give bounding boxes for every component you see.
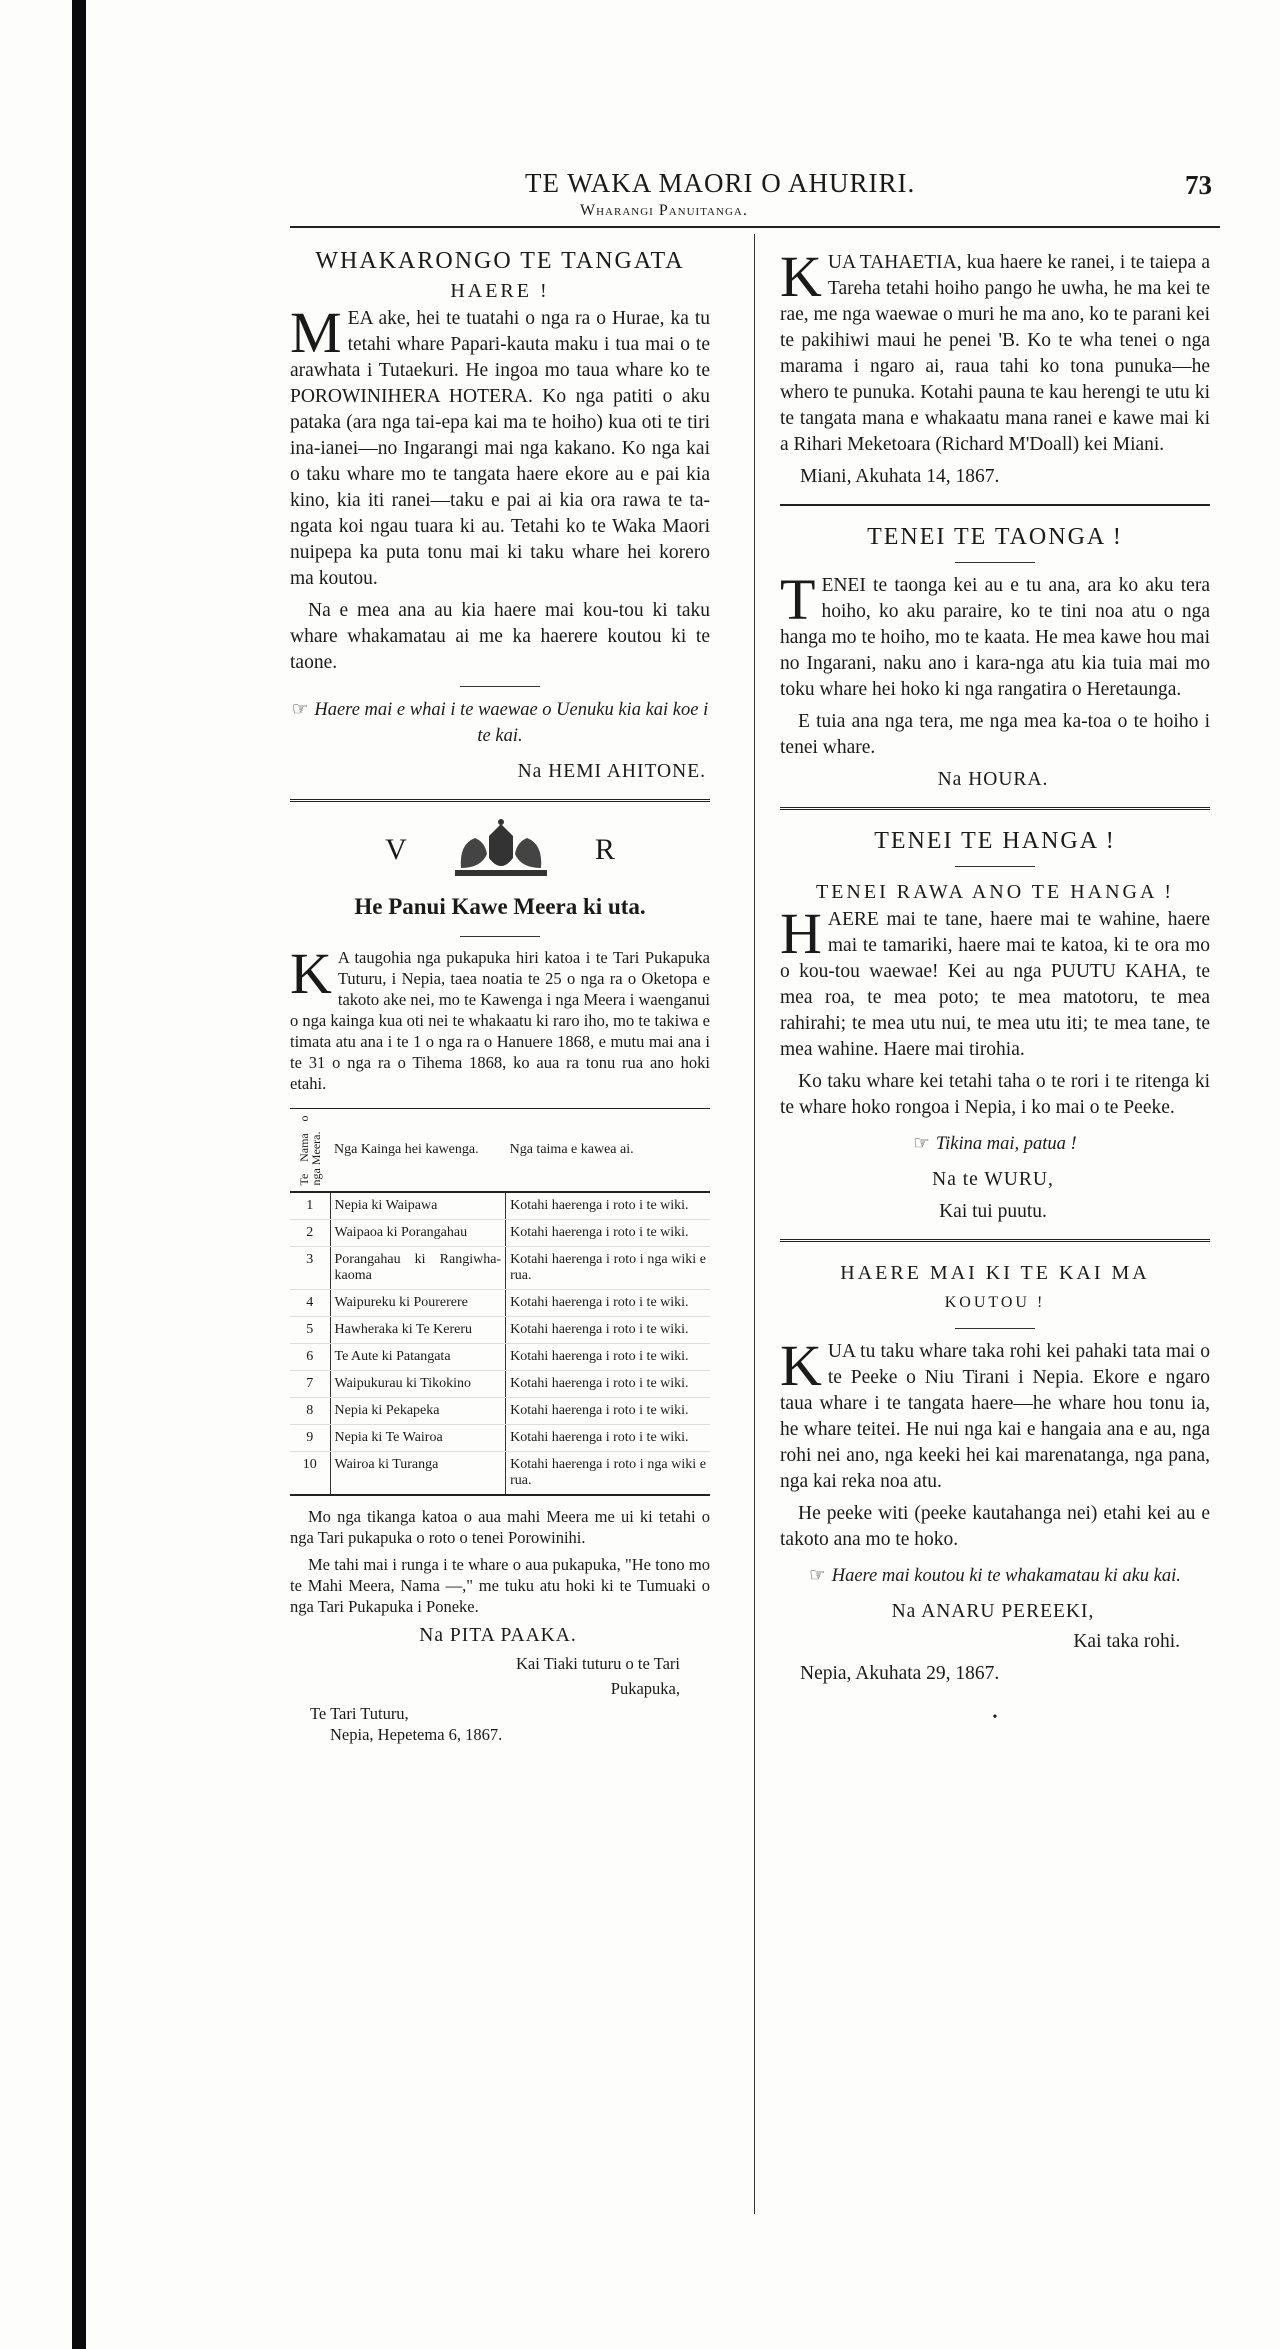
route-name: Waipaoa ki Porangahau <box>330 1220 506 1247</box>
horse-notice-dateline: Miani, Akuhata 14, 1867. <box>800 466 1000 487</box>
route-name: Waipureku ki Pourerere <box>330 1290 506 1317</box>
ornament-dot: • <box>992 1710 998 1725</box>
horse-notice-paragraph <box>780 244 1210 458</box>
boots-notice-paragraph-2: Ko taku whare kei tetahi taha o te rori i te ritenga ki te whare hoko rongoa i Nepia, i ko mai o te Peeke. <box>780 1071 1210 1118</box>
crest-letter-v: V <box>385 833 407 866</box>
pointing-hand-icon: ☞ <box>913 1134 930 1154</box>
mail-notice-place: Te Tari Tuturu, <box>310 1704 409 1723</box>
short-rule <box>955 562 1035 563</box>
saddlery-notice-text: ENEI te taonga kei au e tu ana, ara ko aku tera hoiho, ko aku paraire, ko te tini noa atu o nga hanga mo te hoiho, mo te kaata. He mea kawe hou mai no Ingarani, naku ano i kara-nga atu kia tuia mai mo toku whare hei hoko ki nga rangatira o Heretaunga. <box>780 575 1210 700</box>
mail-notice-intro <box>290 941 710 1094</box>
route-frequency: Kotahi haerenga i roto i te wiki. <box>506 1220 710 1247</box>
route-number: 5 <box>290 1317 330 1344</box>
royal-crest-row <box>290 818 710 882</box>
route-name: Nepia ki Waipawa <box>330 1192 506 1220</box>
route-frequency: Kotahi haerenga i roto i te wiki. <box>506 1317 710 1344</box>
table-row <box>290 1371 710 1398</box>
route-frequency: Kotahi haerenga i roto i te wiki. <box>506 1398 710 1425</box>
hotel-ad-signature: Na HEMI AHITONE. <box>517 761 706 782</box>
route-frequency: Kotahi haerenga i roto i nga wiki e rua. <box>506 1247 710 1290</box>
bakery-notice <box>780 1258 1210 1731</box>
short-rule <box>955 866 1035 867</box>
table-header-row <box>290 1109 710 1193</box>
column-header-route: Nga Kainga hei kawenga. <box>330 1109 506 1193</box>
route-number: 10 <box>290 1452 330 1496</box>
header-rule <box>290 226 1220 228</box>
mail-contract-notice <box>290 818 710 1745</box>
table-row <box>290 1344 710 1371</box>
route-frequency: Kotahi haerenga i roto i te wiki. <box>506 1425 710 1452</box>
newspaper-title: TE WAKA MAORI O AHURIRI. <box>525 168 916 198</box>
route-name: Nepia ki Pekapeka <box>330 1398 506 1425</box>
route-number: 7 <box>290 1371 330 1398</box>
table-row <box>290 1247 710 1290</box>
pointing-hand-icon: ☞ <box>809 1566 826 1586</box>
section-rule <box>780 807 1210 810</box>
table-row <box>290 1398 710 1425</box>
table-row <box>290 1425 710 1452</box>
mail-notice-intro-text: A taugohia nga pukapuka hiri katoa i te Tari Pukapuka Tuturu, i Nepia, taea noatia te 25 o nga ra o Oketopa e takoto ake nei, mo te Kawenga i nga Meera i waenganui o nga kainga kua oti nei te whakaatu ki raro iho, mo te takiwa e timata atu ana i te 1 o nga ra o Hanuere 1868, e mutu mai ana i te 31 o nga ra o Tihema 1868, ko aua ra tonu rua ano hoki etahi. <box>290 948 710 1093</box>
hotel-advertisement <box>290 246 710 785</box>
table-row <box>290 1452 710 1496</box>
bakery-notice-title: HAERE MAI KI TE KAI MA <box>840 1262 1150 1284</box>
saddlery-notice-title: TENEI TE TAONGA ! <box>867 524 1123 550</box>
section-rule <box>780 504 1210 506</box>
dropcap-letter: K <box>780 244 822 309</box>
boots-notice-signature: Na te WURU, <box>932 1169 1054 1190</box>
hotel-ad-note <box>290 697 710 749</box>
boots-notice-note <box>780 1131 1210 1157</box>
bakery-notice-text: UA tu taku whare taka rohi kei pahaki tata mai o te Peeke o Niu Tirani i Nepia. Ekore e ngaro taua whare i te tangata haere—he whare hou tonu ia, he whare teitei. He nui nga kai e hangaia ana e au, nga rohi nei ano, nga keeki hei kai marenatanga, nga pana, nga kai reka noa atu. <box>780 1341 1210 1492</box>
right-column <box>780 244 1210 1731</box>
section-rule <box>780 1239 1210 1242</box>
saddlery-notice-signature: Na HOURA. <box>937 769 1049 790</box>
boots-notice <box>780 826 1210 1225</box>
left-column <box>290 246 710 1745</box>
column-header-number: Te Nama o nga Meera. <box>290 1109 330 1193</box>
royal-coat-of-arms-icon <box>441 818 561 882</box>
dropcap-letter: K <box>780 1333 822 1398</box>
section-subtitle: Wharangi Panuitanga. <box>580 202 748 219</box>
crest-letter-r: R <box>594 833 615 866</box>
signatory-title-line1: Kai Tiaki tuturu o te Tari <box>516 1654 680 1673</box>
route-number: 1 <box>290 1192 330 1220</box>
bakery-notice-title-line2: KOUTOU ! <box>944 1294 1046 1311</box>
route-name: Porangahau ki Rangiwha-kaoma <box>330 1247 506 1290</box>
bakery-notice-paragraph <box>780 1333 1210 1495</box>
table-row <box>290 1192 710 1220</box>
route-number: 3 <box>290 1247 330 1290</box>
column-header-times: Nga taima e kawea ai. <box>506 1109 710 1193</box>
mail-notice-title: He Panui Kawe Meera ki uta. <box>354 894 646 919</box>
route-frequency: Kotahi haerenga i roto i te wiki. <box>506 1344 710 1371</box>
short-rule <box>460 686 540 687</box>
short-rule <box>955 1328 1035 1329</box>
route-name: Nepia ki Te Wairoa <box>330 1425 506 1452</box>
table-row <box>290 1290 710 1317</box>
mail-notice-date: Nepia, Hepetema 6, 1867. <box>330 1725 503 1744</box>
hotel-ad-note-text: Haere mai e whai i te waewae o Uenuku kia kai koe i te kai. <box>314 700 709 746</box>
route-frequency: Kotahi haerenga i roto i nga wiki e rua. <box>506 1452 710 1496</box>
pointing-hand-icon: ☞ <box>291 700 309 720</box>
hotel-ad-title-line2: HAERE ! <box>450 280 550 302</box>
bakery-notice-note <box>780 1563 1210 1589</box>
mail-notice-paragraph-2: Mo nga tikanga katoa o aua mahi Meera me ui ki tetahi o nga Tari pukapuka o roto o tenei Porowinihi. <box>290 1507 710 1547</box>
route-name: Waipukurau ki Tikokino <box>330 1371 506 1398</box>
binding-spine-edge <box>72 0 86 2349</box>
route-name: Wairoa ki Turanga <box>330 1452 506 1496</box>
route-name: Hawheraka ki Te Kereru <box>330 1317 506 1344</box>
saddlery-notice <box>780 522 1210 793</box>
hotel-ad-paragraph-2: Na e mea ana au kia haere mai kou-tou ki taku whare whakamatau ai me ka haerere koutou ki te taone. <box>290 600 710 673</box>
short-rule <box>460 936 540 937</box>
table-row <box>290 1317 710 1344</box>
bakery-notice-signature: Na ANARU PEREEKI, <box>891 1601 1095 1622</box>
boots-notice-subtitle: TENEI RAWA ANO TE HANGA ! <box>815 881 1174 903</box>
route-number: 9 <box>290 1425 330 1452</box>
horse-notice-text: UA TAHAETIA, kua haere ke ranei, i te taiepa a Tareha tetahi hoiho pango he uwha, he ma kei te rae, me nga waewae o muri he ma ano, ko te parani kei te pakihiwi maui he penei 'B. Ko te wha tenei o nga marama i ngaro ai, raua tahi ko tona punuka—he whero te punuka. Kotahi pauna te kau herengi te utu ki te tangata mana e whakaatu mana ranei e kawe mai ki a Rihari Meketoara (Richard M'Doall) kei Miani. <box>780 252 1210 455</box>
boots-notice-signatory-title: Kai tui puutu. <box>939 1201 1047 1222</box>
bakery-notice-note-text: Haere mai koutou ki te whakamatau ki aku kai. <box>831 1566 1181 1586</box>
dropcap-letter: T <box>780 567 816 632</box>
mail-routes-table <box>290 1108 710 1496</box>
bakery-notice-paragraph-2: He peeke witi (peeke kautahanga nei) etahi kei au e takoto ana mo te hoko. <box>780 1503 1210 1550</box>
route-frequency: Kotahi haerenga i roto i te wiki. <box>506 1192 710 1220</box>
dropcap-letter: K <box>290 941 332 1006</box>
route-number: 6 <box>290 1344 330 1371</box>
boots-notice-note-text: Tikina mai, patua ! <box>935 1134 1077 1154</box>
dropcap-letter: M <box>290 300 342 365</box>
column-divider <box>754 234 755 2214</box>
route-frequency: Kotahi haerenga i roto i te wiki. <box>506 1371 710 1398</box>
bakery-notice-dateline: Nepia, Akuhata 29, 1867. <box>800 1663 1000 1684</box>
route-name: Te Aute ki Patangata <box>330 1344 506 1371</box>
section-rule <box>290 799 710 802</box>
table-row <box>290 1220 710 1247</box>
stolen-horse-notice <box>780 244 1210 490</box>
route-number: 2 <box>290 1220 330 1247</box>
hotel-ad-paragraph <box>290 300 710 592</box>
page-number: 73 <box>1185 170 1212 200</box>
boots-notice-text: AERE mai te tane, haere mai te wahine, haere mai te tamariki, haere mai te katoa, ki te ora mo o kou-tou waewae! Kei au nga PUUTU KAHA, te mea roa, te mea poto; te mea matotoru, te mea rahirahi; te mea utu nui, te mea utu iti; te mea tane, te mea wahine. Haere mai tirohia. <box>780 909 1210 1060</box>
route-frequency: Kotahi haerenga i roto i te wiki. <box>506 1290 710 1317</box>
saddlery-notice-paragraph <box>780 567 1210 703</box>
dropcap-letter: H <box>780 901 822 966</box>
signatory-title-line2: Pukapuka, <box>610 1679 680 1698</box>
hotel-ad-text: EA ake, hei te tuatahi o nga ra o Hurae, ka tu tetahi whare Papari-kauta maku i tua mai o te arawhata i Tutaekuri. He ingoa mo taua whare ko te POROWINIHERA HOTERA. Ko nga patiti o aku pataka (ara nga tai-epa kai ma te hoiho) kua oti te tiri ina-ianei—no Ingarangi mai nga kakano. Ko nga kai o taku whare mo te tangata haere ekore au e pai kia kino, kia iti ranei—taku e pai ai kia ora rawa te ta-ngata koi ngau tuara ki au. Tetahi ko te Waka Maori nuipepa ka puta tonu mai ki taku whare hei korero ma koutou. <box>290 308 710 589</box>
mail-notice-signature: Na PITA PAAKA. <box>419 1625 577 1646</box>
boots-notice-title: TENEI TE HANGA ! <box>874 828 1116 854</box>
boots-notice-paragraph <box>780 901 1210 1063</box>
route-number: 8 <box>290 1398 330 1425</box>
hotel-ad-title: WHAKARONGO TE TANGATA <box>315 248 685 274</box>
route-number: 4 <box>290 1290 330 1317</box>
bakery-notice-signatory-title: Kai taka rohi. <box>1073 1631 1180 1652</box>
mail-notice-paragraph-3: Me tahi mai i runga i te whare o aua pukapuka, "He tono mo te Mahi Meera, Nama —," me tuku atu hoki ki te Tumuaki o nga Tari Pukapuka i Poneke. <box>290 1555 710 1616</box>
saddlery-notice-paragraph-2: E tuia ana nga tera, me nga mea ka-toa o te hoiho i tenei whare. <box>780 711 1210 758</box>
